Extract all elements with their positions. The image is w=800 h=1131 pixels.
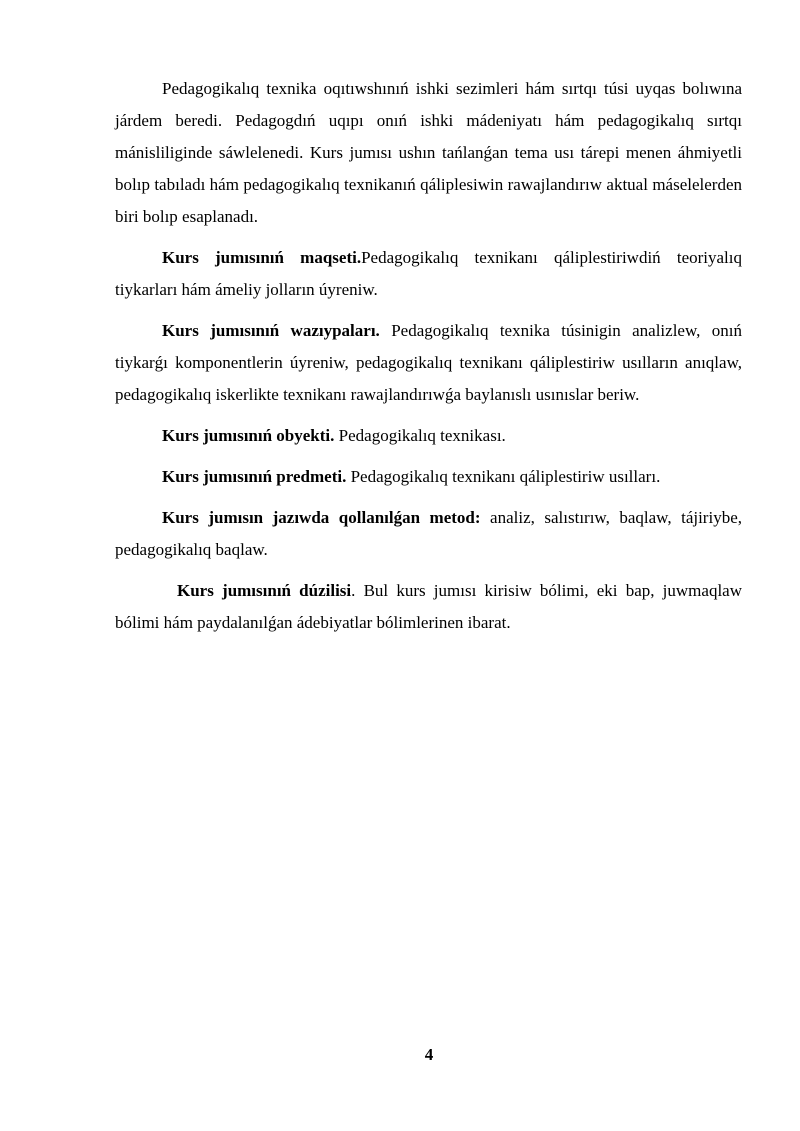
page-number: 4 (424, 1045, 434, 1064)
tasks-paragraph (115, 315, 742, 411)
method-text: analiz, salıstırıw, baqlaw, tájiriybe, pedagogikalıq baqlaw. (115, 508, 742, 559)
tasks-text: Pedagogikalıq texnika túsinigin analizlew, onıń tiykarǵı komponentlerin úyreniw, pedagogikalıq texnikanı qáliplestiriw usılların anıqlaw, pedagogikalıq iskerlikte texnikanı rawajlandırıwǵa baylanıslı usınıslar beriw. (115, 321, 742, 404)
structure-text: . Bul kurs jumısı kirisiw bólimi, eki bap, juwmaqlaw bólimi hám paydalanılǵan ádebiyatlar bólimlerinen ibarat. (115, 581, 742, 632)
page-body (115, 73, 742, 639)
method-heading: Kurs jumısın jazıwda qollanılǵan metod: (162, 508, 481, 527)
subject-paragraph (115, 461, 742, 493)
structure-paragraph (115, 575, 742, 639)
object-text: Pedagogikalıq texnikası. (334, 426, 506, 445)
object-paragraph (115, 420, 742, 452)
intro-paragraph: Pedagogikalıq texnika oqıtıwshınıń ishki sezimleri hám sırtqı túsi uyqas bolıwına járdem beredi. Pedagogdıń uqıpı onıń ishki mádeniyatı hám pedagogikalıq sırtqı mánisliliginde sáwlelenedi. Kurs jumısı ushın tańlanǵan tema usı tárepi menen áhmiyetli bolıp tabıladı hám pedagogikalıq texnikanıń qáliplesiwin rawajlandırıw aktual máselelerden biri bolıp esaplanadı. (115, 79, 742, 226)
object-heading: Kurs jumısınıń obyekti. (162, 426, 335, 445)
subject-heading: Kurs jumısınıń predmeti. (162, 467, 347, 486)
goal-paragraph (115, 242, 742, 306)
method-paragraph (115, 502, 742, 566)
tasks-heading: Kurs jumısınıń wazıypaları. (162, 321, 380, 340)
goal-heading: Kurs jumısınıń maqseti. (162, 248, 362, 267)
subject-text: Pedagogikalıq texnikanı qáliplestiriw usılları. (346, 467, 661, 486)
goal-text: Pedagogikalıq texnikanı qáliplestiriwdiń teoriyalıq tiykarları hám ámeliy jolların úyreniw. (115, 248, 742, 299)
structure-heading: Kurs jumısınıń dúzilisi (177, 581, 352, 600)
